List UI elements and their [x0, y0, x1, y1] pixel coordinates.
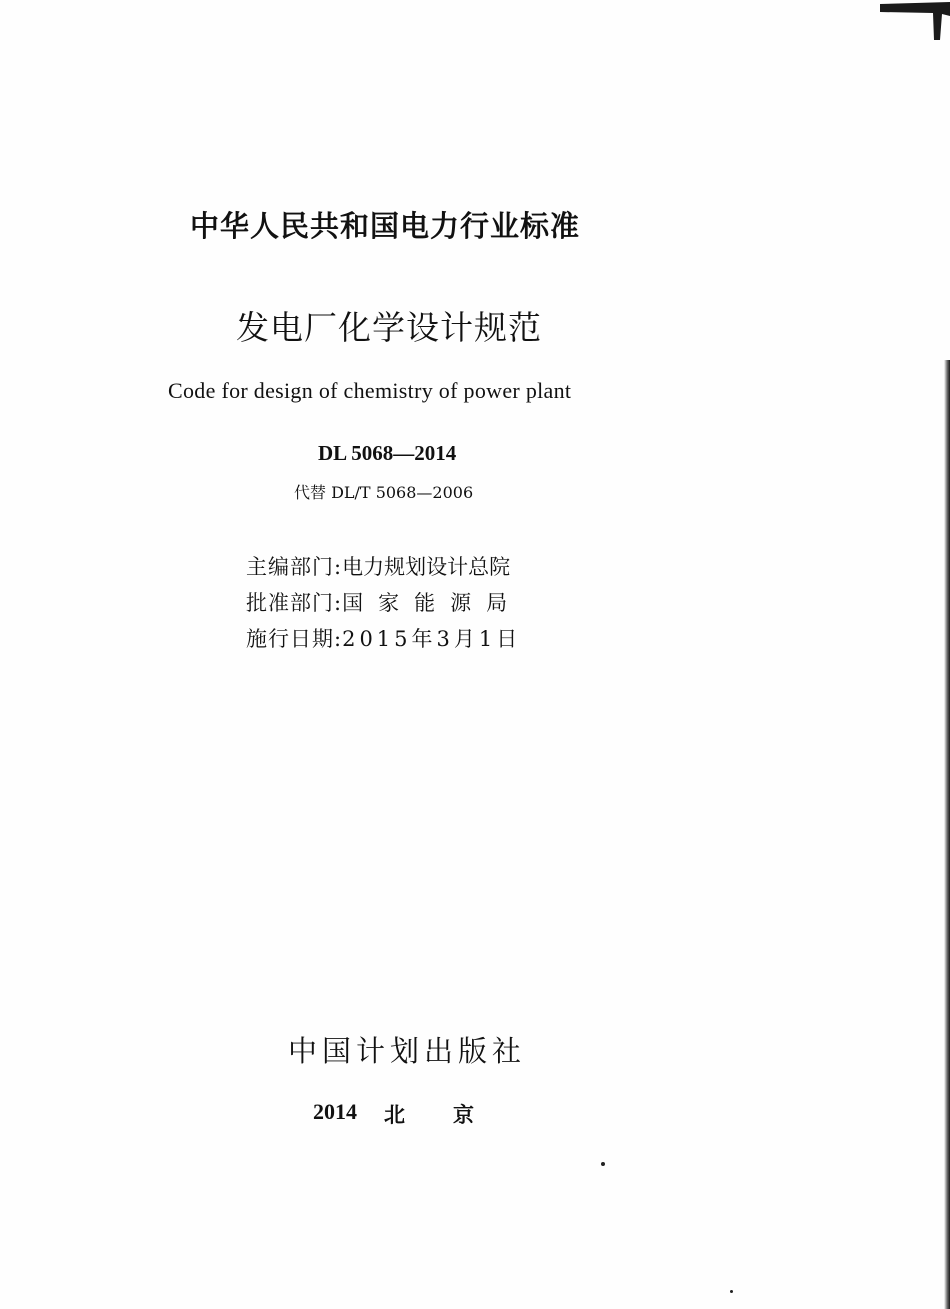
approver-label: 批准部门: [246, 591, 343, 615]
editor-value: 电力规划设计总院 [342, 555, 511, 579]
scan-speck [601, 1162, 605, 1166]
effective-date-label: 施行日期: [246, 627, 343, 651]
scan-speck [730, 1290, 733, 1293]
scan-corner-mark [880, 0, 950, 40]
chinese-title: 发电厂化学设计规范 [236, 308, 542, 347]
approver-row [246, 587, 522, 617]
editor-label: 主编部门: [246, 555, 343, 579]
publication-city: 北京 [384, 1102, 522, 1127]
industry-standard-heading: 中华人民共和国电力行业标准 [190, 209, 581, 243]
editor-row [246, 551, 510, 581]
standard-code: DL 5068—2014 [318, 441, 457, 465]
approver-value: 国家能源局 [342, 591, 523, 615]
effective-date-value: 2015年3月1日 [342, 627, 522, 651]
scan-edge-shadow [944, 360, 950, 1309]
replaces-note: 代替 DL/T 5068—2006 [294, 483, 474, 502]
english-title: Code for design of chemistry of power plant [168, 378, 572, 403]
publisher-name: 中国计划出版社 [288, 1034, 527, 1068]
effective-date-row [246, 623, 521, 653]
publication-year: 2014 [313, 1099, 357, 1124]
